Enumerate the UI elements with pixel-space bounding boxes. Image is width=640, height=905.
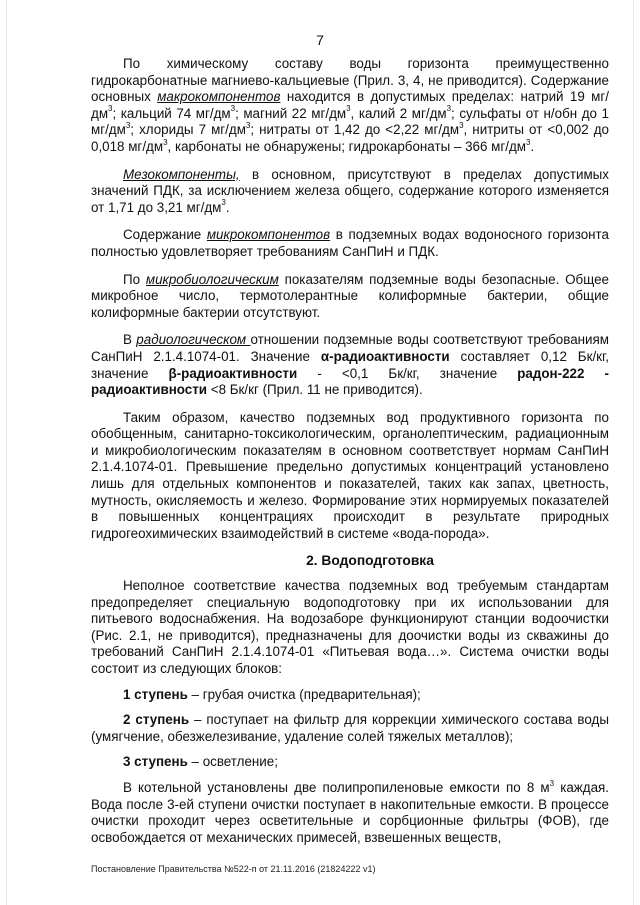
text-run: в основном, присутствуют в пределах допустимых значений ПДК, за исключением железа общего, содержание которого изменяется от 1,71 до 3,21 мг/дм: [91, 166, 609, 215]
section-title: 2. Водоподготовка: [306, 553, 434, 569]
stage-text: – осветление;: [187, 754, 278, 770]
text-run: - <0,1 Бк/кг, значение: [297, 365, 518, 381]
stage-3: [91, 754, 609, 771]
text-run: находится в допустимых пределах: натрий 19 мг/дм: [91, 89, 609, 121]
paragraph-mesocomponents: [91, 167, 609, 217]
superscript: 3: [346, 104, 351, 114]
superscript: 3: [526, 137, 531, 147]
stage-label: 2 ступень: [123, 712, 190, 728]
text-run: каждая. Вода после 3-ей ступени очистки поступает в накопительные емкости. В процессе очистки проходит через осветительные и сорбционные фильтры (ФОВ), где освобождается от механических примесей, взвешенных веществ,: [91, 779, 609, 845]
stage-1: [91, 687, 609, 704]
term-mesocomponents: Мезокомпоненты,: [123, 166, 240, 182]
superscript: 3: [221, 198, 226, 208]
text-run: , карбонаты не обнаружены; гидрокарбонаты – 366 мг/дм: [167, 138, 526, 154]
superscript: 3: [108, 104, 113, 114]
scan-edge-right: [633, 0, 634, 905]
text-run: отношении подземные воды соответствуют требованиям СанПиН 2.1.4.1074-01. Значение: [91, 332, 609, 364]
superscript: 3: [125, 120, 131, 130]
page-number: 7: [316, 32, 324, 48]
text-run: В: [123, 332, 137, 348]
text-run: ; сульфаты от н/обн до 1 мг/дм: [91, 105, 609, 138]
text-run: в подземных водах водоносного горизонта полностью удовлетворяет требованиям СанПиН и ПДК.: [91, 227, 609, 259]
term-beta-radioactivity: β-радиоактивности: [168, 365, 298, 381]
paragraph-microbiology: [91, 272, 609, 322]
stage-text: – поступает на фильтр для коррекции химического состава воды (умягчение, обезжелезивание, удаление солей тяжелых металлов);: [91, 712, 609, 744]
paragraph-water-treatment: Неполное соответствие качества подземных вод требуемым стандартам предопределяет специальную водоподготовку при их использовании для питьевого водоснабжения. На водозаборе функционируют станции водоочистки (Рис. 2.1, не приводится), предназначены для доочистки воды из скважины до требований СанПиН 2.1.4.1074-01 «Питьевая вода…». Система очистки воды состоит из следующих блоков:: [91, 578, 609, 676]
scan-edge-left: [6, 0, 7, 905]
document-body: [91, 56, 609, 857]
text-run: .: [225, 199, 230, 215]
stage-label: 3 ступень: [123, 754, 188, 770]
text-run: В котельной установлены две полипропиленовые емкости по 8 м: [123, 779, 550, 795]
text-run: .: [530, 138, 535, 154]
superscript: 3: [245, 120, 251, 130]
text-run: составляет 0,12 Бк/кг, значение: [91, 348, 609, 381]
stage-text: – грубая очистка (предварительная);: [187, 686, 421, 702]
paragraph-microcomponents: [91, 227, 609, 260]
text-run: , калий 2 мг/дм: [350, 105, 447, 121]
superscript: 3: [549, 778, 555, 788]
paragraph-conclusion: Таким образом, качество подземных вод продуктивного горизонта по обобщенным, санитарно-токсикологическим, органолептическим, радиационным и микробиологическим показателям в основном соответствует нормам СанПиН 2.1.4.1074-01. Превышение предельно допустимых концентраций установлено лишь для отдельных компонентов и показателей, таких как запах, цветность, мутность, окисляемость и железо. Формирование этих нормируемых показателей в повышенных концентрациях происходит в результате природных гидрогеохимических взаимодействий в системе «вода-порода».: [91, 409, 609, 541]
term-alpha-radioactivity: α-радиоактивности: [320, 348, 450, 364]
term-radiological: радиологическом: [136, 332, 251, 348]
text-run: , нитриты от <0,002 до 0,018 мг/дм: [91, 122, 610, 154]
page-footer: Постановление Правительства №522-п от 21.11.2016 (21824222 v1): [91, 864, 376, 874]
term-radon-radioactivity: радон-222 - радиоактивности: [91, 365, 610, 398]
term-macrocomponents: макрокомпонентов: [157, 89, 281, 105]
text-run: Содержание: [123, 227, 207, 243]
text-run: ; магний 22 мг/дм: [235, 105, 347, 121]
term-microbiological: микробиологическим: [145, 271, 279, 287]
superscript: 3: [446, 104, 452, 114]
stage-label: 1 ступень: [123, 686, 188, 702]
superscript: 3: [163, 137, 168, 147]
paragraph-radiology: [91, 332, 609, 398]
text-run: <8 Бк/кг (Прил. 11 не приводится).: [207, 382, 423, 398]
text-run: ; кальций 74 мг/дм: [112, 105, 231, 121]
text-run: ; хлориды 7 мг/дм: [130, 122, 246, 138]
paragraph-composition: [91, 56, 609, 156]
superscript: 3: [459, 120, 464, 130]
paragraph-boiler-room: [91, 780, 609, 846]
term-microcomponents: микрокомпонентов: [206, 227, 331, 243]
text-run: По химическому составу воды горизонта преимущественно гидрокарбонатные магниево-кальциевые (Прил. 3, 4, не приводится). Содержание основных: [91, 56, 609, 105]
superscript: 3: [230, 104, 236, 114]
text-run: По: [123, 271, 146, 287]
stage-2: [91, 712, 609, 745]
text-run: ; нитраты от 1,42 до <2,22 мг/дм: [250, 122, 460, 138]
text-run: показателям подземные воды безопасные. Общее микробное число, термотолерантные колиформные бактерии, общие колиформные бактерии отсутствуют.: [91, 271, 609, 320]
